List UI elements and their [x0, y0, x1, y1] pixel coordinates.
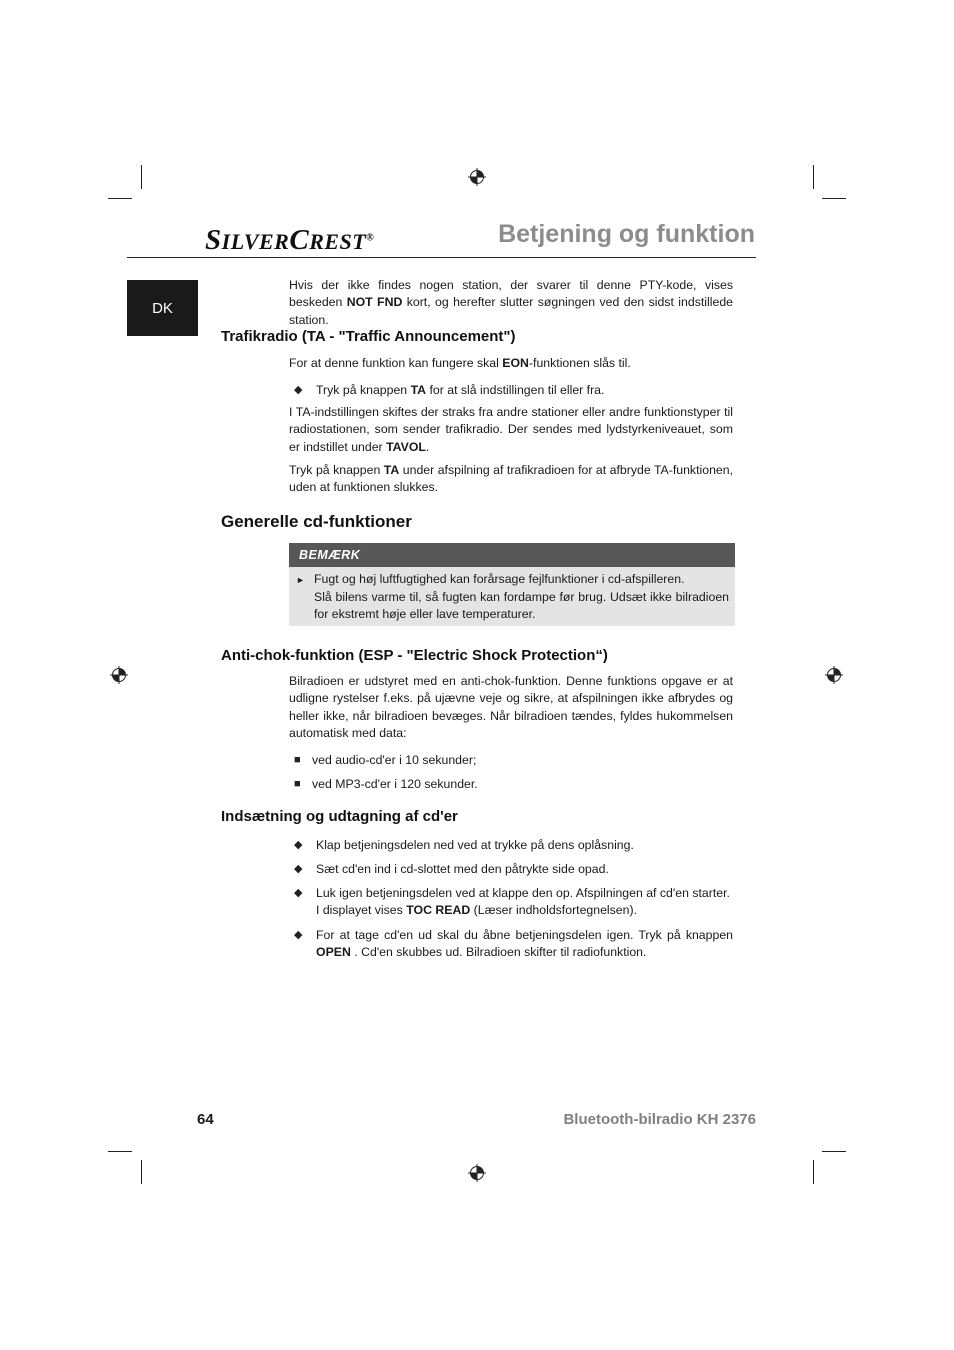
diamond-bullet-icon: ◆ — [294, 384, 303, 396]
note-box: ► Fugt og høj luftfugtighed kan forårsage fejlfunktioner i cd-afspilleren. Slå bilens varme til, så fugten kan fordampe før brug. Udsæt ikke bilradioen for ekstremt høje eller lave temperaturer. — [289, 567, 735, 626]
diamond-bullet-icon: ◆ — [294, 863, 303, 875]
crop-mark — [813, 165, 814, 189]
section-heading-antichok: Anti-chok-funktion (ESP - "Electric Shock Protection“) — [221, 647, 608, 664]
note-title: BEMÆRK — [289, 543, 735, 567]
product-name: Bluetooth-bilradio KH 2376 — [563, 1111, 756, 1128]
square-bullet-icon: ■ — [294, 778, 301, 790]
crop-mark — [108, 1151, 132, 1152]
paragraph: For at denne funktion kan fungere skal EON-funktionen slås til. — [289, 356, 631, 370]
crop-mark — [141, 165, 142, 189]
paragraph: Bilradioen er udstyret med en anti-chok-funktion. Denne funktions opgave er at udligne rystelser f.eks. på ujævne veje og sikre, at afspilningen ikke afbrydes og heller ikke, når bilradioen bevæges. Når bilradioen tændes, fyldes hukommelsen automatisk med data: — [289, 674, 733, 740]
registration-mark-icon — [468, 168, 486, 186]
page-title: Betjening og funktion — [498, 220, 755, 248]
list-item: ◆ Klap betjeningsdelen ned ved at trykke på dens oplåsning. — [294, 837, 733, 854]
crop-mark — [822, 1151, 846, 1152]
registration-mark-icon — [825, 666, 843, 684]
crop-mark — [813, 1160, 814, 1184]
section-heading-generelle: Generelle cd-funktioner — [221, 512, 412, 531]
diamond-bullet-icon: ◆ — [294, 929, 303, 941]
registration-mark-icon — [468, 1164, 486, 1182]
list-item: ■ ved MP3-cd'er i 120 sekunder. — [294, 776, 733, 793]
list-item: ◆ Luk igen betjeningsdelen ved at klappe den op. Afspilningen af cd'en starter. I displayet vises TOC READ (Læser indholdsfortegnelsen). — [294, 885, 733, 920]
paragraph: Tryk på knappen TA under afspilning af trafikradioen for at afbryde TA-funktionen, uden at funktionen slukkes. — [289, 463, 734, 495]
diamond-bullet-icon: ◆ — [294, 887, 303, 899]
language-tab: DK — [127, 280, 198, 336]
intro-paragraph: Hvis der ikke findes nogen station, der svarer til denne PTY-kode, vises beskeden NOT FND kort, og herefter slutter søgningen ved den sidst indstillede station. — [289, 278, 733, 327]
crop-mark — [822, 198, 846, 199]
section-heading-trafikradio: Trafikradio (TA - "Traffic Announcement") — [221, 328, 516, 345]
diamond-bullet-icon: ◆ — [294, 839, 303, 851]
crop-mark — [108, 198, 132, 199]
registration-mark-icon — [110, 666, 128, 684]
square-bullet-icon: ■ — [294, 754, 301, 766]
page-number: 64 — [197, 1111, 214, 1128]
triangle-bullet-icon: ► — [296, 575, 305, 585]
list-item: ◆ For at tage cd'en ud skal du åbne betjeningsdelen igen. Tryk på knappen OPEN . Cd'en skubbes ud. Bilradioen skifter til radiofunktion. — [294, 927, 733, 962]
section-heading-indsaetning: Indsætning og udtagning af cd'er — [221, 808, 458, 825]
list-item: ◆ Tryk på knappen TA for at slå indstillingen til eller fra. — [294, 382, 733, 399]
list-item: ◆ Sæt cd'en ind i cd-slottet med den påtrykte side opad. — [294, 861, 733, 878]
paragraph: I TA-indstillingen skiftes der straks fra andre stationer eller andre funktionstyper til radiostationen, som sender trafikradio. Der sendes med lydstyrkeniveauet, som er indstillet under TAVOL. — [289, 405, 733, 454]
list-item: ■ ved audio-cd'er i 10 sekunder; — [294, 752, 733, 769]
brand-logo: SILVERCREST® — [205, 224, 375, 256]
header-divider — [127, 257, 756, 258]
crop-mark — [141, 1160, 142, 1184]
